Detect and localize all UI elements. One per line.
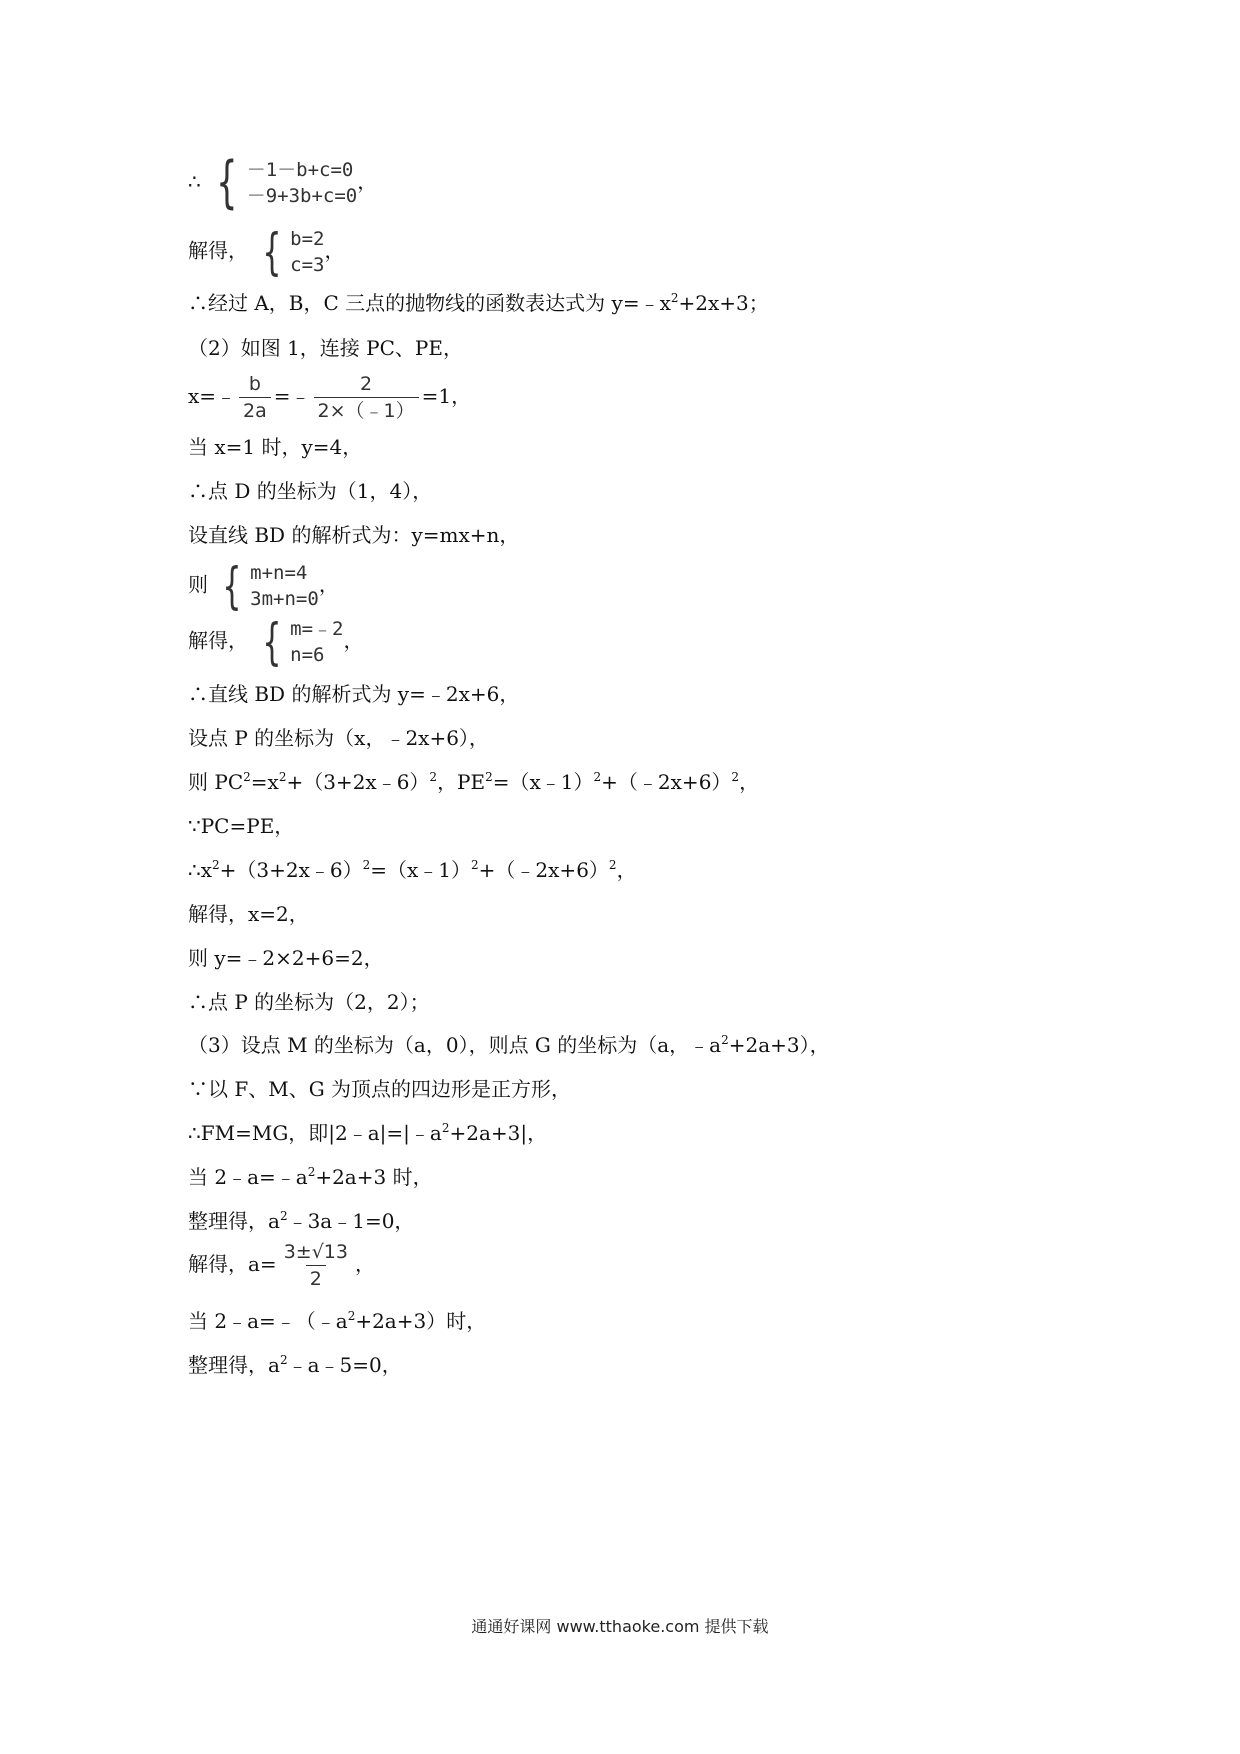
part-2-heading: （2）如图 1，连接 PC、PE， bbox=[188, 336, 463, 360]
case-2-simplified: 整理得，$a^2﹣a﹣5=0$， bbox=[188, 1353, 402, 1377]
text-line: 设点 P 的坐标为（x，﹣2x+6）， bbox=[188, 726, 489, 750]
part-3-heading: （3）设点 M 的坐标为（a，0），则点 G 的坐标为（a，$﹣a^2+2a+3$）， bbox=[188, 1033, 830, 1057]
fraction: $\frac{b}{2a}$ bbox=[239, 372, 271, 423]
fraction: $\frac{2}{2\times(﹣1)}$ bbox=[314, 372, 419, 423]
case-1-condition: 当 $2﹣a=﹣a^2+2a+3$ 时， bbox=[188, 1165, 433, 1189]
text-line: ∴点 D 的坐标为（1，4）， bbox=[188, 479, 433, 503]
text-line: 设直线 BD 的解析式为：y=mx+n， bbox=[188, 523, 520, 547]
text-line: ∵PC=PE， bbox=[188, 814, 295, 838]
solution-system-2: 解得， { m=﹣2 n=6 ， bbox=[188, 613, 364, 671]
text-line: 解得，x=2， bbox=[188, 902, 309, 926]
case-1-solution: 解得，a= $\frac{3\pm√13}{2}$ ， bbox=[188, 1241, 375, 1290]
left-brace-icon: { bbox=[216, 150, 238, 215]
left-brace-icon: { bbox=[222, 557, 242, 615]
axis-of-symmetry-formula: x=﹣ $\frac{b}{2a}$ =﹣ $\frac{2}{2\times(﹣1)}$ =1， bbox=[188, 373, 472, 422]
text-line: ∴直线 BD 的解析式为 y=﹣2x+6， bbox=[188, 682, 520, 706]
case-2-condition: 当 $2﹣a=﹣(﹣a^2+2a+3)$时， bbox=[188, 1309, 487, 1333]
text-line: ∵以 F、M、G 为顶点的四边形是正方形， bbox=[188, 1077, 572, 1101]
text-line: 则 y=﹣2×2+6=2， bbox=[188, 946, 384, 970]
equation-system-2: 则 { m+n=4 3m+n=0 ， bbox=[188, 557, 339, 615]
equation-system-1: ∴ { －1－b+c=0 －9+3b+c=0 ， bbox=[188, 150, 378, 215]
fraction: $\frac{3\pm√13}{2}$ bbox=[283, 1241, 348, 1290]
text-line: 当 x=1 时，y=4， bbox=[188, 435, 363, 459]
distance-expressions: 则 $PC^2=x^2+(3+2x﹣6)^2$，$PE^2=(x﹣1)^2+(﹣2x+6)^2$， bbox=[188, 770, 760, 794]
case-1-simplified: 整理得，$a^2﹣3a﹣1=0$， bbox=[188, 1209, 415, 1233]
equality-expression: $\therefore x^2+(3+2x﹣6)^2=(x﹣1)^2+(﹣2x+6)^2$， bbox=[188, 858, 637, 882]
text-line: ∴点 P 的坐标为（2，2）； bbox=[188, 990, 430, 1014]
parabola-expression: ∴经过 A，B，C 三点的抛物线的函数表达式为 $y=﹣x^2+2x+3$； bbox=[188, 291, 769, 315]
left-brace-icon: { bbox=[262, 613, 282, 671]
page-footer: 通通好课网 www.tthaoke.com 提供下载 bbox=[471, 1617, 769, 1636]
left-brace-icon: { bbox=[262, 223, 282, 281]
solution-system-1: 解得， { b=2 c=3 ， bbox=[188, 223, 345, 281]
absolute-value-equation: ∴FM=MG，即$|2﹣a|=|﹣a^2+2a+3|$， bbox=[188, 1121, 548, 1145]
